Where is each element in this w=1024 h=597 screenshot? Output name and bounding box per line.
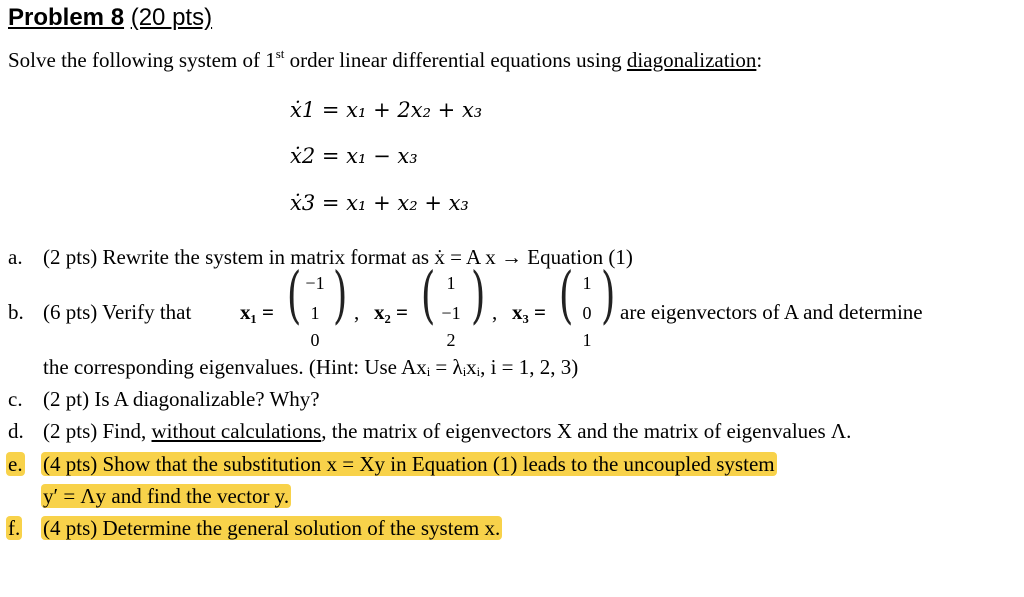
item-d-label: d. (8, 419, 24, 443)
intro-text-after: : (756, 48, 763, 72)
v3-label: x₃ = (512, 300, 547, 324)
v1-label: x₁ = (240, 300, 275, 324)
item-f-text: (4 pts) Determine the general solution of the system x. (43, 516, 501, 540)
item-a-text: (2 pts) Rewrite the system in matrix format as ẋ = A x → Equation (1) (43, 245, 633, 269)
item-d-prefix: (2 pts) Find, (43, 419, 152, 443)
equation-2 (290, 144, 418, 168)
item-f-text-wrap (41, 516, 502, 541)
v1-close-paren: ) (332, 258, 348, 331)
problem-points: (20 pts) (130, 4, 213, 31)
v1-entry-2: 1 (310, 303, 320, 323)
v2-entry-3: 2 (446, 330, 456, 350)
v3-entry-1: 1 (582, 273, 592, 293)
item-e-line2-wrap (41, 484, 291, 509)
equation-3-lhs: ẋ3 (290, 191, 316, 215)
equation-1-lhs: ẋ1 (290, 98, 316, 122)
item-f-label: f. (8, 516, 21, 540)
item-d-suffix: , the matrix of eigenvectors X and the matrix of eigenvalues Λ. (321, 419, 852, 443)
v2-entry-1: 1 (446, 273, 456, 293)
v2-open-paren: ( (420, 258, 436, 331)
v3-open-paren: ( (558, 258, 574, 331)
item-d-text (43, 419, 851, 444)
equation-2-rhs: = x₁ − x₃ (321, 144, 418, 168)
item-c-label: c. (8, 387, 23, 411)
v3-entry-2: 0 (582, 303, 592, 323)
v2-label: x₂ = (374, 300, 409, 324)
item-e-line2: y′ = Λy and find the vector y. (43, 484, 290, 508)
item-a (8, 245, 23, 270)
v2-comma: , (492, 300, 498, 324)
intro-text-before: Solve the following system of 1 (8, 48, 276, 72)
intro-text-middle: order linear differential equations using (284, 48, 627, 72)
item-b-label: b. (8, 300, 24, 324)
intro-diagonalization: diagonalization (626, 48, 757, 72)
v1-open-paren: ( (286, 258, 302, 331)
v3-close-paren: ) (600, 258, 616, 331)
v2-close-paren: ) (470, 258, 486, 331)
item-b-suffix: are eigenvectors of A and determine (620, 300, 923, 324)
item-d-underline: without calculations (151, 419, 322, 443)
item-e-label: e. (8, 452, 23, 476)
v2-entry-2: −1 (441, 303, 461, 323)
v1-entry-3: 0 (310, 330, 320, 350)
item-c-text: (2 pt) Is A diagonalizable? Why? (43, 387, 320, 411)
intro-sentence (8, 48, 762, 73)
equation-3-rhs: = x₁ + x₂ + x₃ (321, 191, 469, 215)
item-e-line1-wrap (41, 452, 777, 477)
item-b-prefix: (6 pts) Verify that (43, 300, 192, 324)
item-a-label: a. (8, 245, 23, 269)
equation-1-rhs: = x₁ + 2x₂ + x₃ (321, 98, 483, 122)
problem-title (8, 4, 212, 32)
item-f-label-wrap (6, 516, 22, 541)
problem-title-text: Problem 8 (8, 4, 125, 31)
equation-2-lhs: ẋ2 (290, 144, 316, 168)
item-e-line1: (4 pts) Show that the substitution x = Xy in Equation (1) leads to the uncoupled system (43, 452, 775, 476)
v1-entry-1: −1 (305, 273, 325, 293)
item-b-line2: the corresponding eigenvalues. (Hint: Use Axᵢ = λᵢxᵢ, i = 1, 2, 3) (43, 355, 579, 379)
item-e-label-wrap (6, 452, 25, 477)
v1-comma: , (354, 300, 360, 324)
v3-entry-3: 1 (582, 330, 592, 350)
equation-1 (290, 98, 482, 122)
equation-3 (290, 191, 469, 215)
intro-sup: st (275, 46, 285, 61)
